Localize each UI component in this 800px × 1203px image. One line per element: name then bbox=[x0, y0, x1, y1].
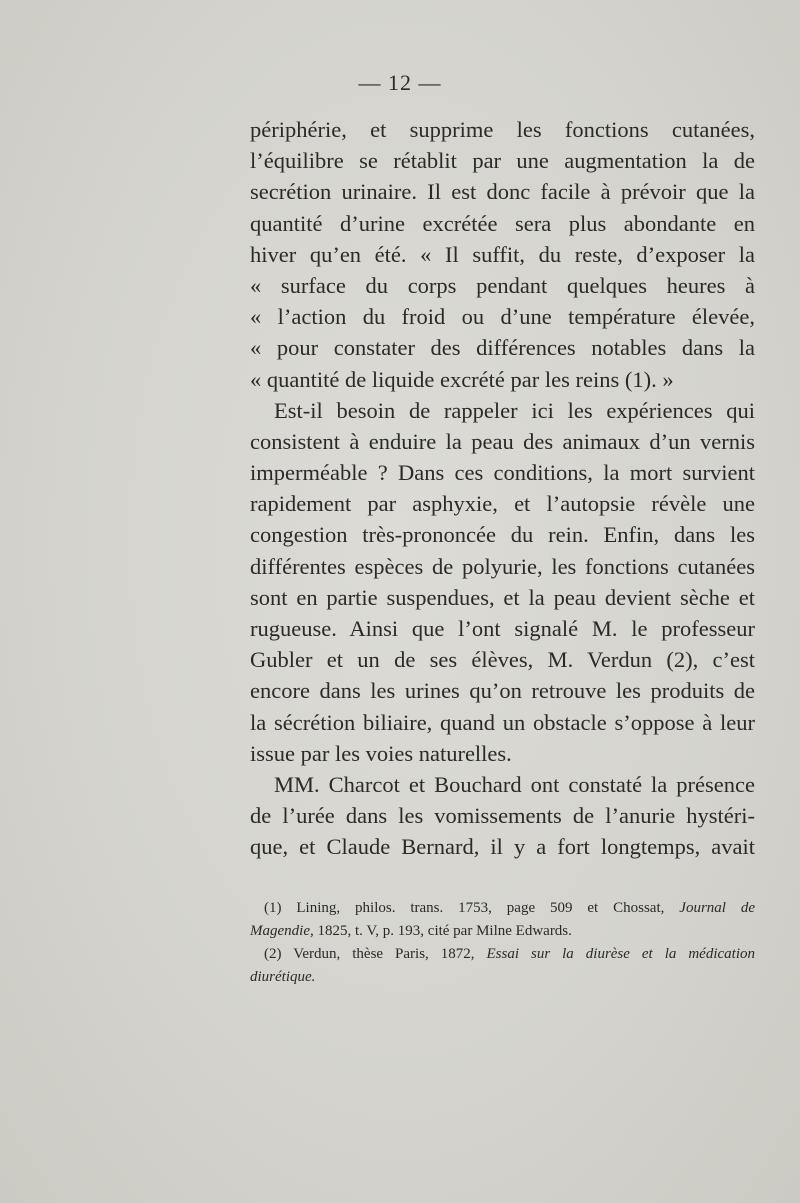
body-line: « surface du corps pendant quelques heures à bbox=[250, 272, 755, 298]
body-line: l’équilibre se rétablit par une augmentation la de bbox=[250, 148, 755, 174]
body-line: « quantité de liquide excrété par les reins (1). » bbox=[250, 366, 674, 392]
body-line: Est-il besoin de rappeler ici les expériences qui bbox=[274, 397, 755, 423]
body-line: sont en partie suspendues, et la peau devient sèche et bbox=[250, 584, 755, 610]
body-line: rapidement par asphyxie, et l’autopsie révèle une bbox=[250, 491, 755, 517]
body-line: que, et Claude Bernard, il y a fort longtemps, avait bbox=[250, 834, 755, 860]
body-line: imperméable ? Dans ces conditions, la mort survient bbox=[250, 460, 755, 486]
body-line: congestion très-prononcée du rein. Enfin, dans les bbox=[250, 522, 755, 548]
body-line: périphérie, et supprime les fonctions cutanées, bbox=[250, 117, 755, 142]
body-line: consistent à enduire la peau des animaux d’un vernis bbox=[250, 428, 755, 454]
body-line: hiver qu’en été. « Il suffit, du reste, d’exposer la bbox=[250, 241, 755, 267]
body-line: encore dans les urines qu’on retrouve les produits de bbox=[250, 678, 755, 704]
footnote-1-line-2: Magendie, 1825, t. V, p. 193, cité par Milne Edwards. bbox=[250, 923, 572, 939]
body-line: issue par les voies naturelles. bbox=[250, 740, 512, 766]
body-line: différentes espèces de polyurie, les fonctions cutanées bbox=[250, 553, 755, 579]
footnote-1-line-1: (1) Lining, philos. trans. 1753, page 509 et Chossat, Journal de bbox=[264, 900, 756, 916]
body-line: Gubler et un de ses élèves, M. Verdun (2), c’est bbox=[250, 647, 755, 673]
footnote-2-line-2: diurétique. bbox=[250, 969, 316, 985]
body-line: quantité d’urine excrétée sera plus abondante en bbox=[250, 210, 755, 236]
body-line: « l’action du froid ou d’une température élevée, bbox=[250, 304, 755, 330]
body-line: MM. Charcot et Bouchard ont constaté la présence bbox=[274, 771, 755, 797]
footnote-2-line-1: (2) Verdun, thèse Paris, 1872, Essai sur la diurèse et la médication bbox=[264, 946, 755, 962]
footnotes bbox=[250, 897, 755, 989]
body-line: rugueuse. Ainsi que l’ont signalé M. le professeur bbox=[250, 616, 755, 641]
body-line: de l’urée dans les vomissements de l’anurie hystéri- bbox=[250, 803, 755, 829]
body-line: la sécrétion biliaire, quand un obstacle s’oppose à leur bbox=[250, 709, 755, 735]
page-number: — 12 — bbox=[358, 70, 442, 95]
body-text bbox=[250, 114, 755, 863]
body-line: « pour constater des différences notables dans la bbox=[250, 335, 755, 361]
body-line: secrétion urinaire. Il est donc facile à prévoir que la bbox=[250, 179, 755, 205]
